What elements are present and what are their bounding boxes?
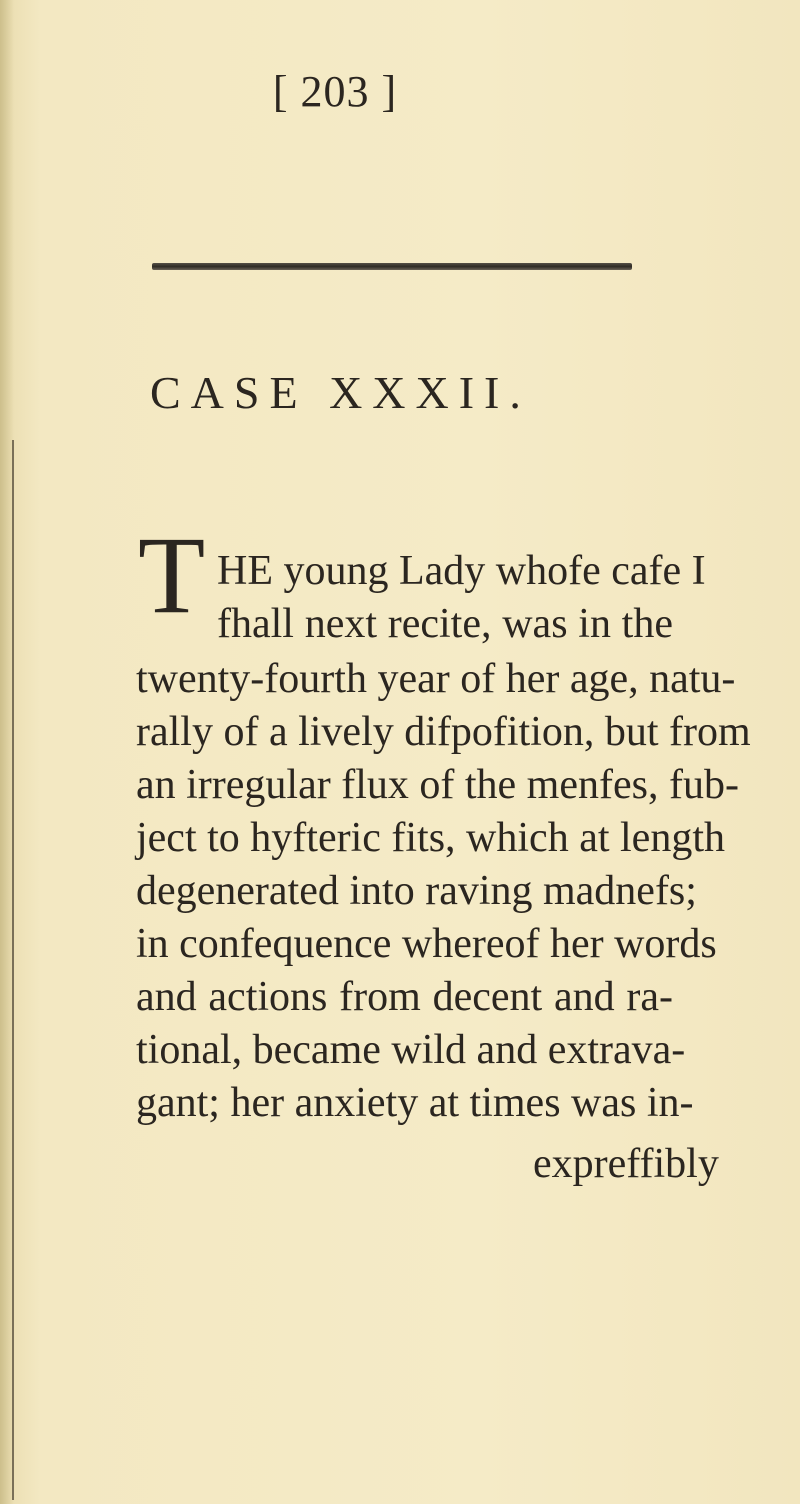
text-line-5: an irregular flux of the menfes, fub- bbox=[136, 762, 739, 808]
text-line-9: and actions from decent and ra- bbox=[136, 974, 673, 1020]
drop-cap: T bbox=[138, 514, 206, 636]
text-line-10: tional, became wild and extrava- bbox=[136, 1027, 686, 1073]
text-line-6: ject to hyfteric fits, which at length bbox=[136, 815, 725, 861]
text-line-1: HE young Lady whofe cafe I bbox=[217, 548, 706, 594]
catchword: expreffibly bbox=[533, 1141, 719, 1187]
text-line-7: degenerated into raving madnefs; bbox=[136, 868, 697, 914]
text-line-4: rally of a lively difpofition, but from bbox=[136, 709, 751, 755]
text-line-8: in confequence whereof her words bbox=[136, 921, 717, 967]
spine-edge bbox=[12, 440, 14, 1500]
text-line-11: gant; her anxiety at times was in- bbox=[136, 1080, 694, 1126]
text-line-2: fhall next recite, was in the bbox=[217, 601, 673, 647]
page-number-header: [ 203 ] bbox=[272, 67, 398, 116]
text-line-3: twenty-fourth year of her age, natu- bbox=[136, 656, 736, 702]
case-heading: CASE XXXII. bbox=[150, 367, 531, 418]
ornamental-rule bbox=[152, 263, 632, 270]
